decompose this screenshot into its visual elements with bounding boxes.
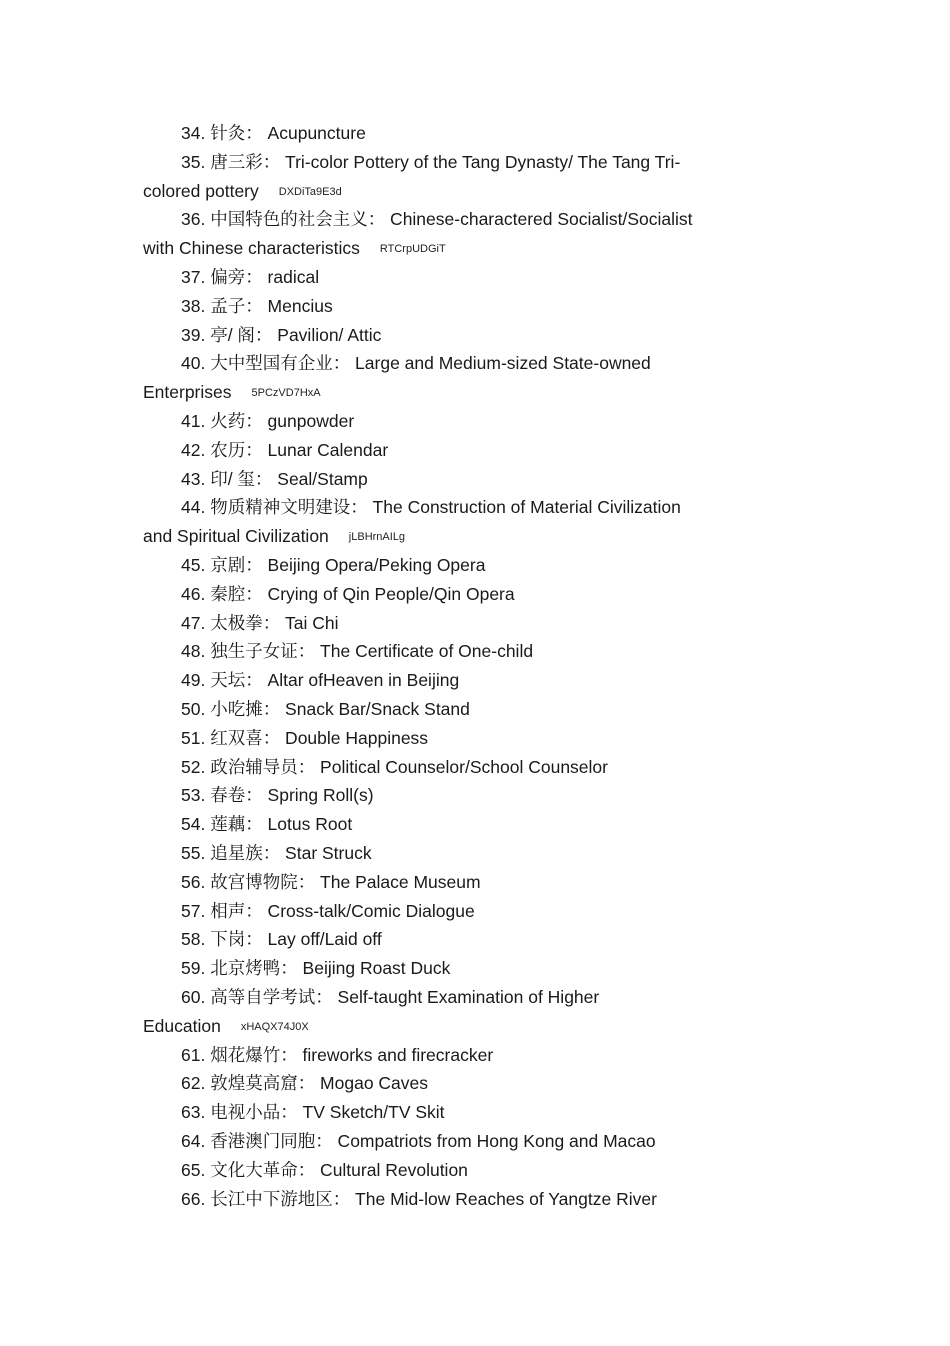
glossary-entry xyxy=(181,580,515,609)
entry-text: 38. 孟子： Mencius xyxy=(181,296,333,316)
entry-text: 45. 京剧： Beijing Opera/Peking Opera xyxy=(181,555,486,575)
glossary-entry xyxy=(181,1069,428,1098)
glossary-entry xyxy=(181,1185,657,1214)
glossary-entry xyxy=(181,292,333,321)
entry-text: 41. 火药： gunpowder xyxy=(181,411,355,431)
entry-text: 56. 故宫博物院： The Palace Museum xyxy=(181,872,481,892)
entry-text: Education xyxy=(143,1016,221,1036)
glossary-entry xyxy=(181,205,693,234)
entry-text: 47. 太极拳： Tai Chi xyxy=(181,613,339,633)
entry-text: 61. 烟花爆竹： fireworks and firecracker xyxy=(181,1045,494,1065)
glossary-entry xyxy=(181,637,533,666)
glossary-entry-continuation xyxy=(143,522,405,551)
glossary-entry xyxy=(181,1098,445,1127)
glossary-entry xyxy=(181,609,339,638)
glossary-entry xyxy=(181,407,354,436)
glossary-entry xyxy=(181,436,388,465)
entry-text: 52. 政治辅导员： Political Counselor/School Counselor xyxy=(181,757,608,777)
glossary-entry-continuation xyxy=(143,234,446,263)
entry-text: 34. 针灸： Acupuncture xyxy=(181,123,366,143)
glossary-entry xyxy=(181,551,485,580)
glossary-entry xyxy=(181,724,428,753)
entry-text: 59. 北京烤鸭： Beijing Roast Duck xyxy=(181,958,451,978)
entry-text: 53. 春卷： Spring Roll(s) xyxy=(181,785,374,805)
entry-text: 62. 敦煌莫高窟： Mogao Caves xyxy=(181,1073,429,1093)
entry-text: 60. 高等自学考试： Self-taught Examination of Higher xyxy=(181,987,600,1007)
glossary-entry xyxy=(181,839,372,868)
entry-text: colored pottery xyxy=(143,181,259,201)
entry-text: 42. 农历： Lunar Calendar xyxy=(181,440,389,460)
entry-text: 35. 唐三彩： Tri-color Pottery of the Tang Dynasty/ The Tang Tri- xyxy=(181,152,681,172)
entry-text: 36. 中国特色的社会主义： Chinese-charactered Socialist/Socialist xyxy=(181,209,693,229)
reference-code: xHAQX74J0X xyxy=(240,1021,309,1033)
reference-code: DXDiTa9E3d xyxy=(278,186,342,198)
entry-text: 40. 大中型国有企业： Large and Medium-sized State-owned xyxy=(181,353,651,373)
glossary-entry xyxy=(181,119,366,148)
glossary-entry xyxy=(181,695,470,724)
entry-text: 58. 下岗： Lay off/Laid off xyxy=(181,929,382,949)
entry-text: 55. 追星族： Star Struck xyxy=(181,843,372,863)
glossary-entry xyxy=(181,983,599,1012)
glossary-entry xyxy=(181,925,382,954)
glossary-entry xyxy=(181,465,368,494)
glossary-entry xyxy=(181,897,475,926)
entry-text: 51. 红双喜： Double Happiness xyxy=(181,728,429,748)
entry-text: 49. 天坛： Altar ofHeaven in Beijing xyxy=(181,670,460,690)
entry-text: 37. 偏旁： radical xyxy=(181,267,320,287)
glossary-entry xyxy=(181,810,352,839)
glossary-entry xyxy=(181,954,450,983)
entry-text: 65. 文化大革命： Cultural Revolution xyxy=(181,1160,468,1180)
entry-text: Enterprises xyxy=(143,382,232,402)
glossary-entry-continuation xyxy=(143,177,342,206)
glossary-entry xyxy=(181,321,381,350)
glossary-entry xyxy=(181,666,459,695)
glossary-entry xyxy=(181,263,319,292)
glossary-entry xyxy=(181,753,608,782)
entry-text: and Spiritual Civilization xyxy=(143,526,329,546)
entry-text: 44. 物质精神文明建设： The Construction of Material Civilization xyxy=(181,497,681,517)
entry-text: 64. 香港澳门同胞： Compatriots from Hong Kong and Macao xyxy=(181,1131,656,1151)
entry-text: 63. 电视小品： TV Sketch/TV Skit xyxy=(181,1102,445,1122)
entry-text: 48. 独生子女证： The Certificate of One-child xyxy=(181,641,534,661)
glossary-entry xyxy=(181,781,374,810)
reference-code: jLBHrnAILg xyxy=(348,531,406,543)
glossary-entry-continuation xyxy=(143,1012,309,1041)
entry-text: 50. 小吃摊： Snack Bar/Snack Stand xyxy=(181,699,470,719)
glossary-entry xyxy=(181,148,680,177)
glossary-entry xyxy=(181,1041,493,1070)
glossary-entry xyxy=(181,1156,468,1185)
entry-text: 39. 亭/ 阁： Pavilion/ Attic xyxy=(181,325,382,345)
glossary-entry-continuation xyxy=(143,378,321,407)
glossary-entry xyxy=(181,349,651,378)
entry-text: 54. 莲藕： Lotus Root xyxy=(181,814,353,834)
glossary-entry xyxy=(181,493,681,522)
glossary-entry xyxy=(181,868,481,897)
entry-text: 57. 相声： Cross-talk/Comic Dialogue xyxy=(181,901,475,921)
entry-text: 46. 秦腔： Crying of Qin People/Qin Opera xyxy=(181,584,515,604)
reference-code: RTCrpUDGiT xyxy=(379,243,446,255)
entry-text: with Chinese characteristics xyxy=(143,238,360,258)
glossary-entry xyxy=(181,1127,656,1156)
entry-text: 43. 印/ 玺： Seal/Stamp xyxy=(181,469,368,489)
entry-text: 66. 长江中下游地区： The Mid-low Reaches of Yangtze River xyxy=(181,1189,657,1209)
reference-code: 5PCzVD7HxA xyxy=(251,387,321,399)
